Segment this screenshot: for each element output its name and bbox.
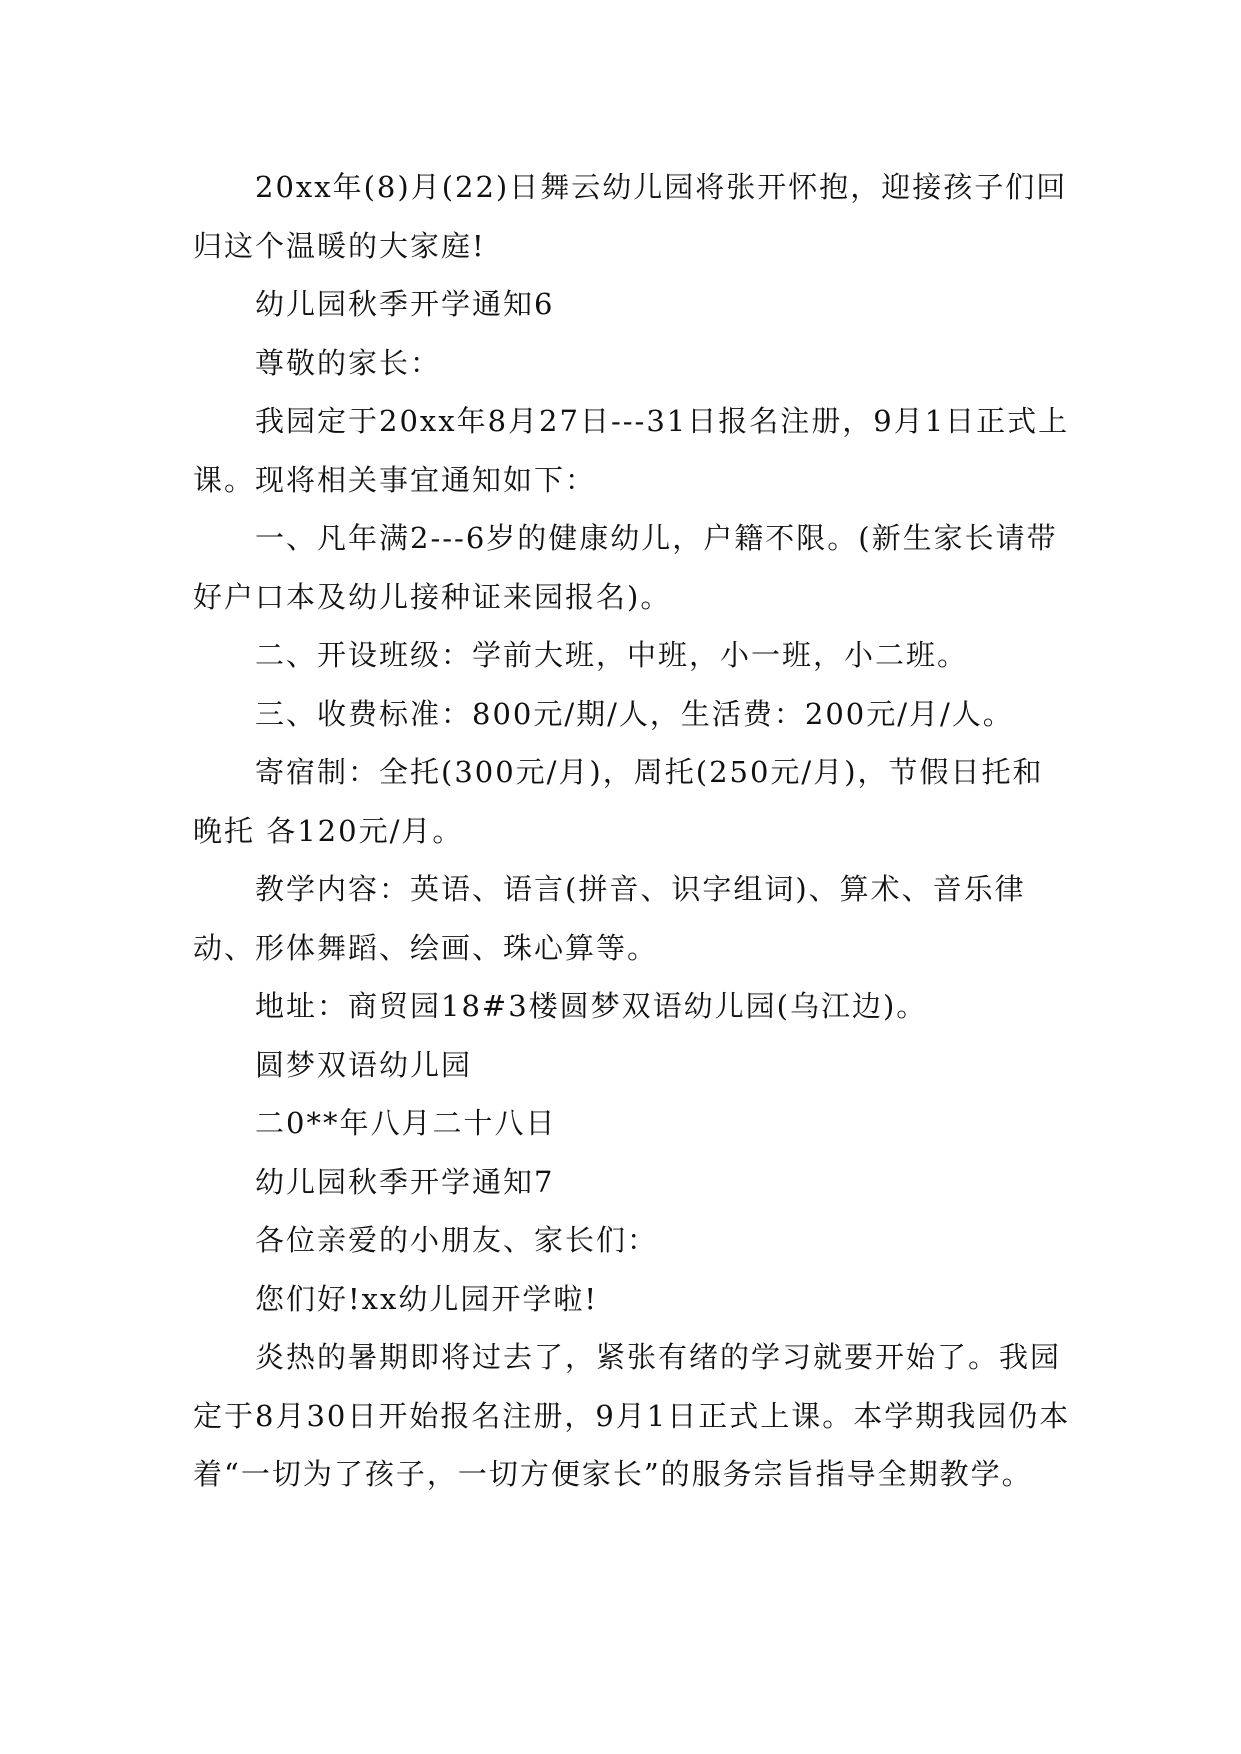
notice-6-registration-dates: 我园定于20xx年8月27日---31日报名注册，9月1日正式上课。现将相关事宜通知如下： <box>193 404 1070 497</box>
notice-6-address: 地址：商贸园18#3楼圆梦双语幼儿园(乌江边)。 <box>255 989 928 1023</box>
notice-7-greeting: 您们好!xx幼儿园开学啦! <box>255 1281 599 1316</box>
notice-6-item-eligibility: 一、凡年满2---6岁的健康幼儿，户籍不限。(新生家长请带好户口本及幼儿接种证来园报名)。 <box>193 521 1058 614</box>
notice-7-title: 幼儿园秋季开学通知7 <box>255 1164 555 1199</box>
notice-6-boarding-fees: 寄宿制：全托(300元/月)，周托(250元/月)，节假日托和晚托 各120元/月。 <box>193 755 1044 848</box>
notice-7-body: 炎热的暑期即将过去了，紧张有绪的学习就要开始了。我园定于8月30日开始报名注册，9月1日正式上课。本学期我园仍本着“一切为了孩子，一切方便家长”的服务宗旨指导全期教学。 <box>193 1340 1071 1491</box>
notice-6-signature-name: 圆梦双语幼儿园 <box>255 1047 473 1082</box>
notice-6-item-classes: 二、开设班级：学前大班，中班，小一班，小二班。 <box>255 638 969 672</box>
document-page <box>193 158 1073 1504</box>
notice-6-title: 幼儿园秋季开学通知6 <box>255 287 555 321</box>
notice-6-salutation: 尊敬的家长： <box>255 345 442 380</box>
paragraph-opening-welcome: 20xx年(8)月(22)日舞云幼儿园将张开怀抱，迎接孩子们回归这个温暖的大家庭! <box>193 170 1068 263</box>
notice-6-teaching-content: 教学内容：英语、语言(拼音、识字组词)、算术、音乐律动、形体舞蹈、绘画、珠心算等。 <box>193 872 1026 965</box>
notice-6-item-fees: 三、收费标准：800元/期/人，生活费：200元/月/人。 <box>255 696 1014 731</box>
notice-7-salutation: 各位亲爱的小朋友、家长们： <box>255 1223 659 1257</box>
notice-6-signature-date: 二0**年八月二十八日 <box>255 1106 557 1140</box>
